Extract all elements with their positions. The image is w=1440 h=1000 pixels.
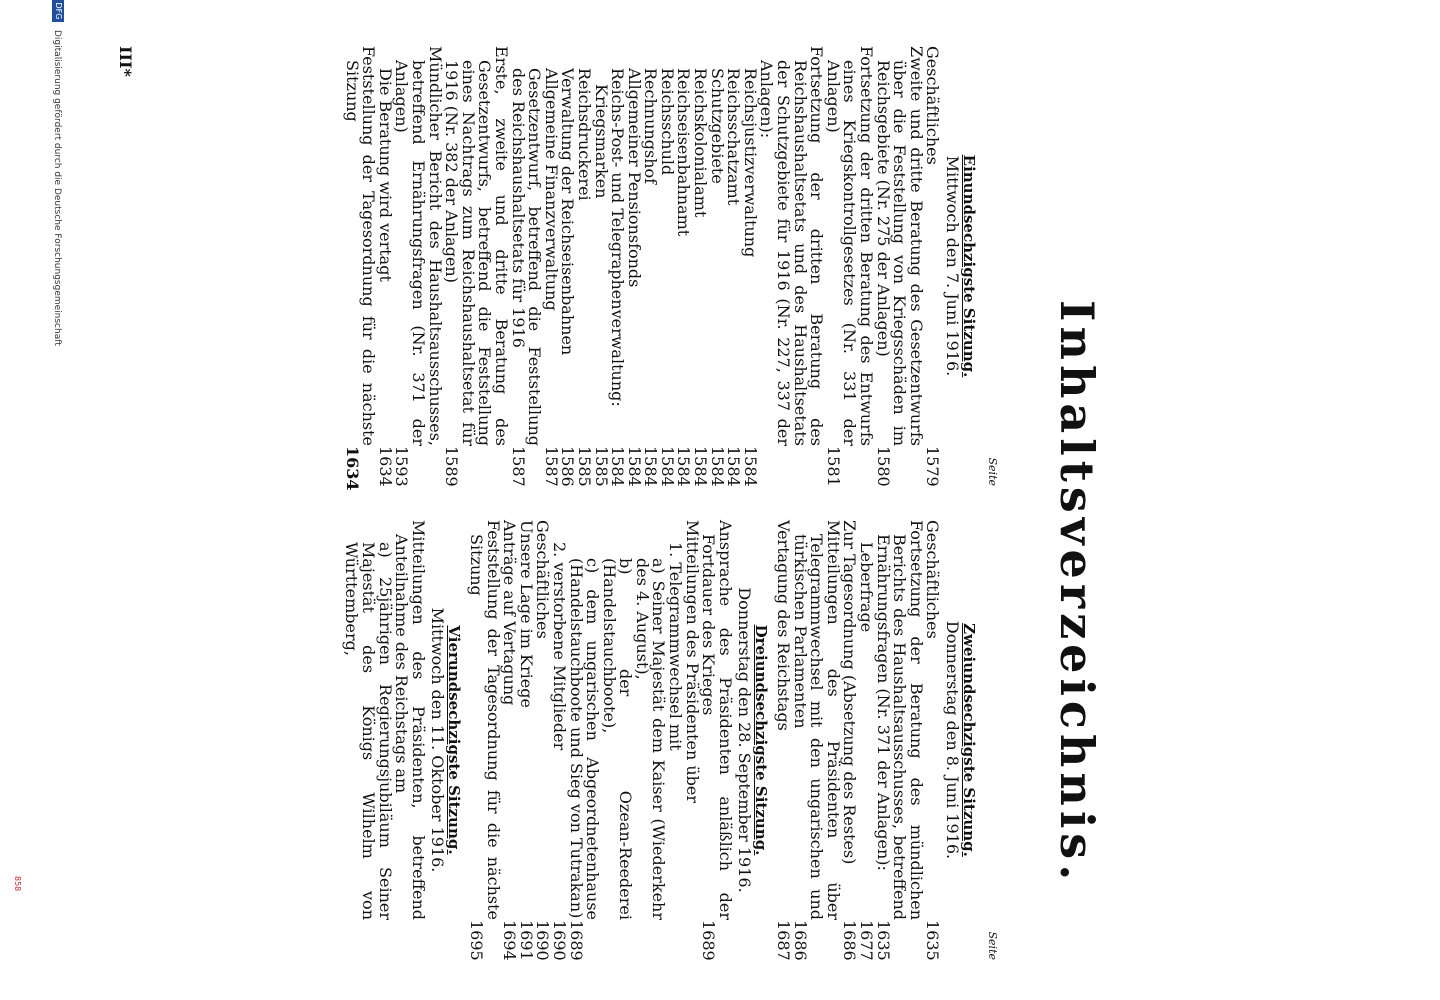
- toc-entry-text: a) Seiner Majestät dem Kaiser (Wiederkehr des 4. August),: [632, 558, 669, 920]
- toc-entry-page: 1584: [740, 446, 760, 487]
- left-column: [342, 46, 1000, 491]
- toc-entry-page: 1686: [840, 920, 860, 961]
- toc-entry-text: Gesetzentwurf, betreffend die Feststellung des Reichshaushaltsetats für 1916: [508, 68, 545, 446]
- toc-entry-page: 1586: [558, 446, 578, 487]
- entry-list: [343, 520, 426, 960]
- toc-entry: [575, 46, 592, 486]
- toc-entry-page: 1584: [608, 446, 628, 487]
- toc-entry-page: 1584: [624, 446, 644, 487]
- toc-entry-text: Mitteilungen des Präsidenten über Telegrammwechsel mit den ungarischen und türkischen Parlamenten: [790, 520, 843, 920]
- toc-entry-text: Mündlicher Bericht des Haushaltsausschusses, betreffend Ernährungsfragen (Nr. 371 der Anlagen): [392, 46, 445, 446]
- toc-entry-text: Mitteilungen des Präsidenten über: [682, 520, 702, 804]
- toc-entry-page: 1695: [466, 920, 486, 961]
- toc-entry: [542, 46, 559, 486]
- toc-entry: [692, 46, 709, 486]
- entry-list: [467, 520, 733, 960]
- toc-entry: [675, 46, 692, 486]
- toc-entry: [841, 520, 858, 960]
- toc-entry: [566, 520, 603, 961]
- toc-entry: [393, 46, 443, 486]
- toc-entry: [550, 520, 567, 960]
- toc-entry-page: 1634: [375, 446, 395, 487]
- toc-entry-text: Allgemeiner Pensionsfonds: [624, 68, 644, 288]
- toc-entry-page: 1635: [873, 920, 893, 961]
- toc-entry-page: 1689: [699, 920, 719, 961]
- toc-entry: [667, 520, 684, 960]
- toc-entry-text: 1. Telegrammwechsel mit: [666, 542, 686, 751]
- toc-entry: [642, 46, 659, 486]
- toc-entry-page: 1584: [691, 446, 711, 487]
- toc-entry-text: Leberfrage: [857, 542, 877, 633]
- footer-credit: Digitalisierung gefördert durch die Deutsche Forschungsgemeinschaft: [52, 30, 62, 346]
- toc-entry-text: Reichsschatzamt: [724, 68, 744, 206]
- toc-entry-page: 1587: [541, 446, 561, 487]
- toc-entry-text: Reichsdruckerei: [574, 68, 594, 201]
- toc-entry: [924, 46, 941, 486]
- toc-entry: [393, 520, 426, 960]
- toc-entry: [501, 520, 518, 960]
- toc-entry-page: 1593: [392, 446, 412, 487]
- toc-entry-text: Unsere Lage im Kriege: [516, 520, 536, 708]
- toc-entry: [376, 46, 393, 486]
- toc-entry-text: Erste, zweite und dritte Beratung des Gesetzentwurfs, betreffend die Feststellung eines Nachtrags zum Reichshaushaltsetat für 1916 (Nr. 382 der Anlagen): [442, 46, 511, 446]
- seite-label: Seite: [986, 457, 999, 486]
- toc-entry-page: 1581: [823, 446, 843, 487]
- toc-entry-text: Die Beratung wird vertagt: [375, 68, 395, 282]
- toc-entry-text: Reichskolonialamt: [691, 68, 711, 218]
- right-column: [343, 520, 1000, 960]
- toc-entry-text: Reichsschuld: [657, 68, 677, 176]
- toc-entry-page: 1634: [342, 446, 362, 491]
- session-title: Dreiundsechzigste Sitzung.: [752, 624, 771, 856]
- toc-entry: [534, 520, 551, 960]
- entry-list: [342, 46, 943, 491]
- toc-entry: [757, 46, 827, 486]
- toc-entry: [609, 46, 626, 486]
- toc-entry-page: 1587: [508, 446, 528, 487]
- session-title: Vierundsechzigste Sitzung.: [445, 625, 464, 855]
- toc-entry-text: Geschäftliches: [923, 46, 943, 165]
- toc-entry-text: b) der Ozean-Reederei (Handelstauchboote),: [599, 558, 636, 920]
- toc-entry-page: 1589: [442, 446, 462, 487]
- entry-list: [774, 520, 943, 961]
- session-title: Einundsechzigste Sitzung.: [960, 154, 978, 378]
- toc-entry-page: 1687: [774, 920, 794, 961]
- toc-entry-page: 1677: [857, 920, 877, 961]
- toc-entry-page: 1691: [516, 920, 536, 961]
- toc-entry-page: 1584: [674, 446, 694, 487]
- toc-entry: [592, 46, 609, 486]
- session-date: Donnerstag den 8. Juni 1916.: [943, 620, 962, 860]
- session-title: Zweiundsechzigste Sitzung.: [960, 623, 978, 857]
- toc-entry-page: 1584: [724, 446, 744, 487]
- toc-entry-text: Feststellung der Tagesordnung für die nächste Sitzung: [466, 520, 503, 920]
- toc-entry-text: Zweite und dritte Beratung des Gesetzentwurfs über die Feststellung von Kriegsschäden im Reichsgebiete (Nr. 275 der Anlagen): [873, 46, 926, 446]
- toc-entry: [683, 520, 700, 960]
- toc-entry-text: Feststellung der Tagesordnung für die nächste Sitzung: [342, 46, 379, 446]
- toc-entry-page: 1689: [566, 920, 586, 961]
- toc-entry-page: 1580: [873, 446, 893, 487]
- toc-entry: [443, 46, 509, 486]
- toc-entry: [874, 46, 924, 486]
- toc-entry-page: 1584: [707, 446, 727, 487]
- toc-entry-text: Reichseisenbahnamt: [674, 68, 694, 237]
- toc-entry-text: 2. verstorbene Mitglieder: [549, 542, 569, 751]
- session-date: Mittwoch den 7. Juni 1916.: [943, 155, 962, 377]
- session-date: Mittwoch den 11. Oktober 1916.: [428, 607, 448, 873]
- toc-entry-page: 1690: [549, 920, 569, 961]
- toc-entry-page: 1686: [790, 920, 810, 961]
- toc-entry-text: c) dem ungarischen Abgeordnetenhause (Handelstauchboote und Sieg von Tutrakan): [566, 558, 603, 920]
- toc-entry: [924, 520, 941, 960]
- toc-entry: [632, 520, 669, 960]
- toc-entry: [774, 520, 794, 961]
- session-date: Donnerstag den 28. September 1916.: [735, 587, 755, 893]
- toc-entry: [874, 520, 924, 960]
- toc-entry-text: Kriegsmarken: [591, 84, 611, 199]
- toc-entry-text: a) 25jährigen Regierungsjubiläum Seiner Majestät des Königs Wilhelm von Württemberg,: [342, 542, 395, 920]
- toc-entry: [725, 46, 742, 486]
- toc-entry-text: Verwaltung der Reichseisenbahnen: [558, 68, 578, 356]
- toc-entry: [466, 520, 503, 961]
- toc-entry: [708, 46, 725, 486]
- toc-entry-text: Vertagung des Reichstags: [774, 520, 794, 731]
- toc-entry-text: Geschäftliches: [923, 520, 943, 639]
- toc-entry: [559, 46, 576, 486]
- marginal-number: 858: [13, 876, 22, 892]
- toc-entry: [791, 520, 841, 960]
- toc-entry-page: 1694: [500, 920, 520, 961]
- toc-entry-text: Fortsetzung der dritten Beratung des Entwurfs eines Kriegskontrollgesetzes (Nr. 331 der Anlagen): [823, 46, 877, 446]
- toc-entry: [517, 520, 534, 960]
- toc-entry-text: Reichs-Post- und Telegraphenverwaltung:: [608, 68, 628, 407]
- toc-entry: [599, 520, 636, 960]
- toc-entry: [823, 46, 877, 487]
- toc-entry-text: Schutzgebiete: [707, 68, 727, 184]
- toc-entry-text: Mitteilungen des Präsidenten, betreffend Anteilnahme des Reichstags am: [392, 520, 428, 920]
- toc-entry-page: 1584: [657, 446, 677, 487]
- toc-entry-text: Fortsetzung der dritten Beratung des Reichshaushaltsetats und des Haushaltsetats der Schutzgebiete für 1916 (Nr. 227, 337 der Anlagen):: [757, 46, 827, 446]
- toc-entry: [741, 46, 758, 486]
- toc-entry-text: Rechnungshof: [641, 68, 661, 185]
- toc-entry: [658, 46, 675, 486]
- toc-entry-page: 1635: [923, 920, 943, 961]
- toc-entry-page: 1585: [574, 446, 594, 487]
- toc-entry-text: Zur Tagesordnung (Absetzung des Restes): [840, 520, 860, 865]
- seite-label: Seite: [986, 931, 999, 960]
- dfg-logo: DFG: [52, 0, 64, 22]
- toc-entry: [343, 520, 393, 960]
- page-number: III*: [116, 46, 135, 77]
- toc-entry-page: 1584: [641, 446, 661, 487]
- toc-entry: [700, 520, 733, 960]
- toc-entry-text: Ansprache des Präsidenten anläßlich der Fortdauer des Krieges: [699, 520, 735, 920]
- session-list: [343, 520, 978, 960]
- toc-entry-text: Reichsjustizverwaltung: [740, 68, 760, 258]
- toc-entry: [857, 520, 877, 961]
- toc-entry: [508, 46, 545, 487]
- toc-entry-text: Geschäftliches: [533, 520, 553, 639]
- toc-entry: [625, 46, 642, 486]
- toc-entry-text: Anträge auf Vertagung: [500, 520, 520, 706]
- toc-entry-text: Fortsetzung der Beratung des mündlichen Berichts des Haushaltsausschusses, betreffend Ernährungsfragen (Nr. 371 der Anlagen):: [873, 520, 926, 920]
- toc-entry: [342, 46, 379, 491]
- toc-entry-text: Allgemeine Finanzverwaltung: [541, 68, 561, 311]
- toc-entry-page: 1579: [923, 446, 943, 487]
- toc-entry-page: 1585: [591, 446, 611, 487]
- toc-entry-page: 1690: [533, 920, 553, 961]
- document-title: Inhaltsverzeichnis.: [1050, 300, 1104, 886]
